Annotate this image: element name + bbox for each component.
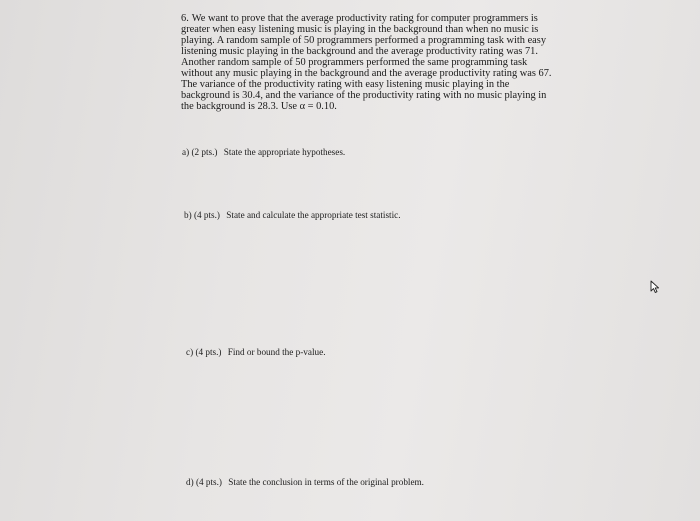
part-points: (4 pts.) (193, 210, 220, 220)
mouse-pointer-icon (649, 280, 663, 294)
part-label: c) (186, 347, 194, 357)
part-points: (4 pts.) (195, 477, 222, 487)
problem-line: Another random sample of 50 programmers performed the same programming task (181, 57, 528, 69)
part-c (186, 347, 326, 357)
part-text: State the conclusion in terms of the original problem. (228, 477, 424, 487)
part-points: (4 pts.) (195, 347, 222, 357)
part-b (184, 210, 401, 220)
part-text: State and calculate the appropriate test statistic. (226, 210, 401, 220)
part-label: a) (182, 147, 190, 157)
problem-line: the background is 28.3. Use α = 0.10. (181, 101, 337, 113)
problem-line: 6. We want to prove that the average productivity rating for computer programmers is (181, 13, 538, 24)
problem-number: 6. (181, 13, 189, 24)
part-text: State the appropriate hypotheses. (223, 147, 346, 157)
problem-line: playing. A random sample of 50 programmers performed a programming task with easy (181, 35, 547, 47)
problem-line: background is 30.4, and the variance of the productivity rating with no music playing in (181, 90, 547, 102)
part-label: d) (186, 477, 194, 487)
problem-line: The variance of the productivity rating with easy listening music playing in the (181, 79, 510, 91)
part-a (182, 147, 345, 157)
part-text: Find or bound the p-value. (227, 347, 326, 357)
problem-line: listening music playing in the background and the average productivity rating was 71. (181, 46, 538, 58)
problem-line: without any music playing in the background and the average productivity rating was 67. (181, 68, 552, 80)
part-d (186, 477, 424, 487)
problem-6 (181, 13, 581, 112)
part-points: (2 pts.) (191, 147, 218, 157)
problem-line: greater when easy listening music is playing in the background than when no music is (181, 24, 539, 36)
part-label: b) (184, 210, 192, 220)
